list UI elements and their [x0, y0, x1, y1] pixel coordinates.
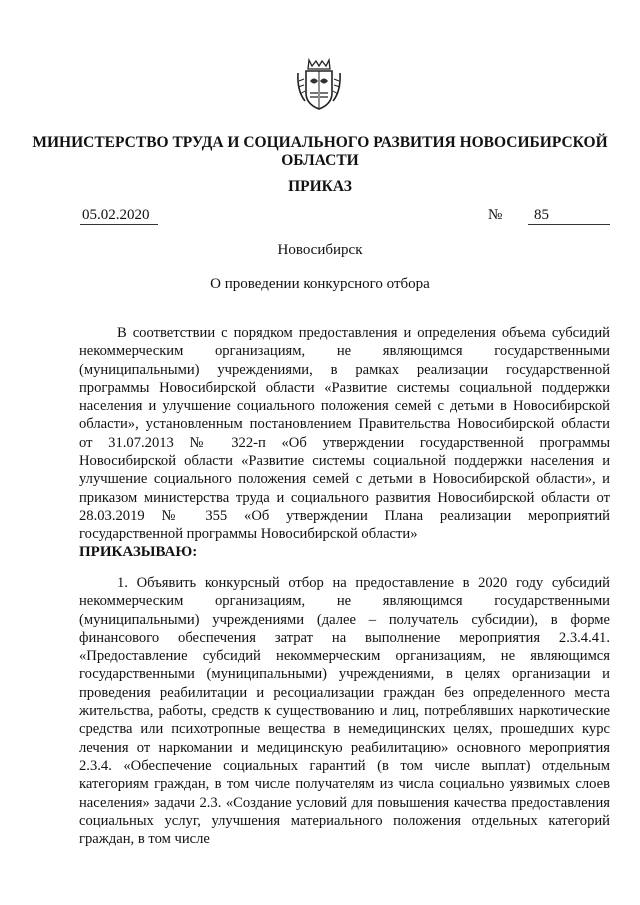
ministry-name: МИНИСТЕРСТВО ТРУДА И СОЦИАЛЬНОГО РАЗВИТИЯ НОВОСИБИРСКОЙ ОБЛАСТИ [32, 134, 608, 169]
order-item-1: 1. Объявить конкурсный отбор на предоставление в 2020 году субсидий некоммерческим организациям, не являющимся государственными (муниципальными) учреждениями (далее – получатель субсидии), в форме финансового обеспечения затрат на выполнение мероприятия 2.3.4.41. «Предоставление субсидий некоммерческим организациям, не являющимся государственными (муниципальными) учреждениями, в целях организации и проведения реабилитации и ресоциализации граждан без определенного места жительства, работы, средств к существованию и лиц, потреблявших наркотические средства или психотропные вещества в немедицинских целях, прошедших курс лечения от наркомании и медицинскую реабилитацию» основного мероприятия 2.3.4. «Обеспечение социальных гарантий (в том числе выплат) отдельным категориям граждан, в том числе получателям из числа социально уязвимых слоев населения» задачи 2.3. «Создание условий для повышения качества предоставления социальных услуг, улучшения материального положения отдельных категорий граждан, в том числе [79, 575, 610, 848]
number-sign: № [488, 207, 503, 223]
document-type: ПРИКАЗ [288, 178, 352, 195]
order-number: 85 [528, 207, 610, 225]
coat-of-arms-icon [296, 57, 342, 111]
order-heading: ПРИКАЗЫВАЮ: [79, 544, 198, 560]
order-date: 05.02.2020 [80, 207, 158, 225]
preamble-paragraph: В соответствии с порядком предоставления и определения объема субсидий некоммерческим организациям, не являющимся государственными (муниципальными) учреждениями, в рамках реализации государственной программы Новосибирской области «Развитие системы социальной поддержки населения и улучшение социального положения семей с детьми в Новосибирской области», установленным постановлением Правительства Новосибирской области от 31.07.2013 № 322-п «Об утверждении государственной программы Новосибирской области «Развитие системы социальной поддержки населения и улучшение социального положения семей с детьми в Новосибирской области», и приказом министерства труда и социального развития Новосибирской области от 28.03.2019 № 355 «Об утверждении Плана реализации мероприятий государственной программы Новосибирской области» [79, 325, 610, 543]
city: Новосибирск [277, 242, 363, 258]
order-subject: О проведении конкурсного отбора [210, 276, 430, 292]
